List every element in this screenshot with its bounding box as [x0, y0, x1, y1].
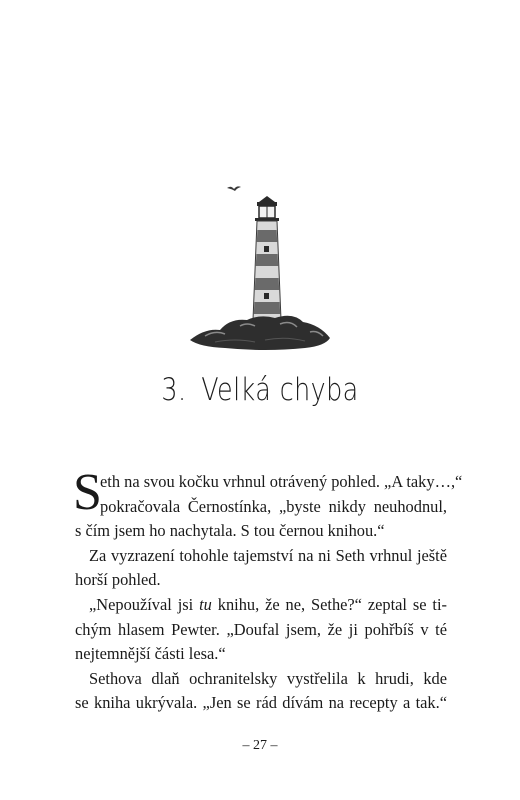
- chapter-heading: [47, 372, 473, 408]
- text-line: chým hlasem Pewter. „Doufal jsem, že ji pohřbíš v té: [75, 619, 447, 639]
- drop-cap: S: [73, 464, 102, 521]
- chapter-title: Velká chyba: [201, 372, 359, 408]
- text-line: s čím jsem ho nachytala. S tou černou knihou.“: [75, 521, 385, 541]
- text-span: knihu, že ne, Sethe?“ zeptal se ti-: [211, 594, 447, 614]
- paragraph-1: [73, 464, 463, 521]
- text-span: „Nepoužíval jsi: [89, 594, 200, 614]
- text-line: eth na svou kočku vrhnul otrávený pohled. „A taky…,“: [100, 472, 463, 491]
- bird-icon: [227, 186, 241, 191]
- text-line: pokračovala Černostínka, „byste nikdy neuhodnul,: [100, 496, 447, 516]
- chapter-number: 3.: [161, 372, 187, 408]
- text-line: horší pohled.: [75, 570, 161, 590]
- text-line: Sethova dlaň ochranitelsky vystřelila k hrudi, kde: [89, 668, 447, 688]
- lighthouse-icon: [185, 180, 335, 355]
- text-line: [75, 593, 447, 618]
- page-number: – 27 –: [242, 738, 278, 753]
- emphasis-text: tu: [199, 594, 212, 614]
- text-line: Za vyzrazení tohohle tajemství na ni Seth vrhnul ještě: [89, 545, 447, 565]
- text-line: se kniha ukrývala. „Jen se rád dívám na recepty a tak.“: [75, 693, 447, 713]
- text-line: nejtemnější části lesa.“: [75, 644, 226, 664]
- body-text: [73, 464, 463, 716]
